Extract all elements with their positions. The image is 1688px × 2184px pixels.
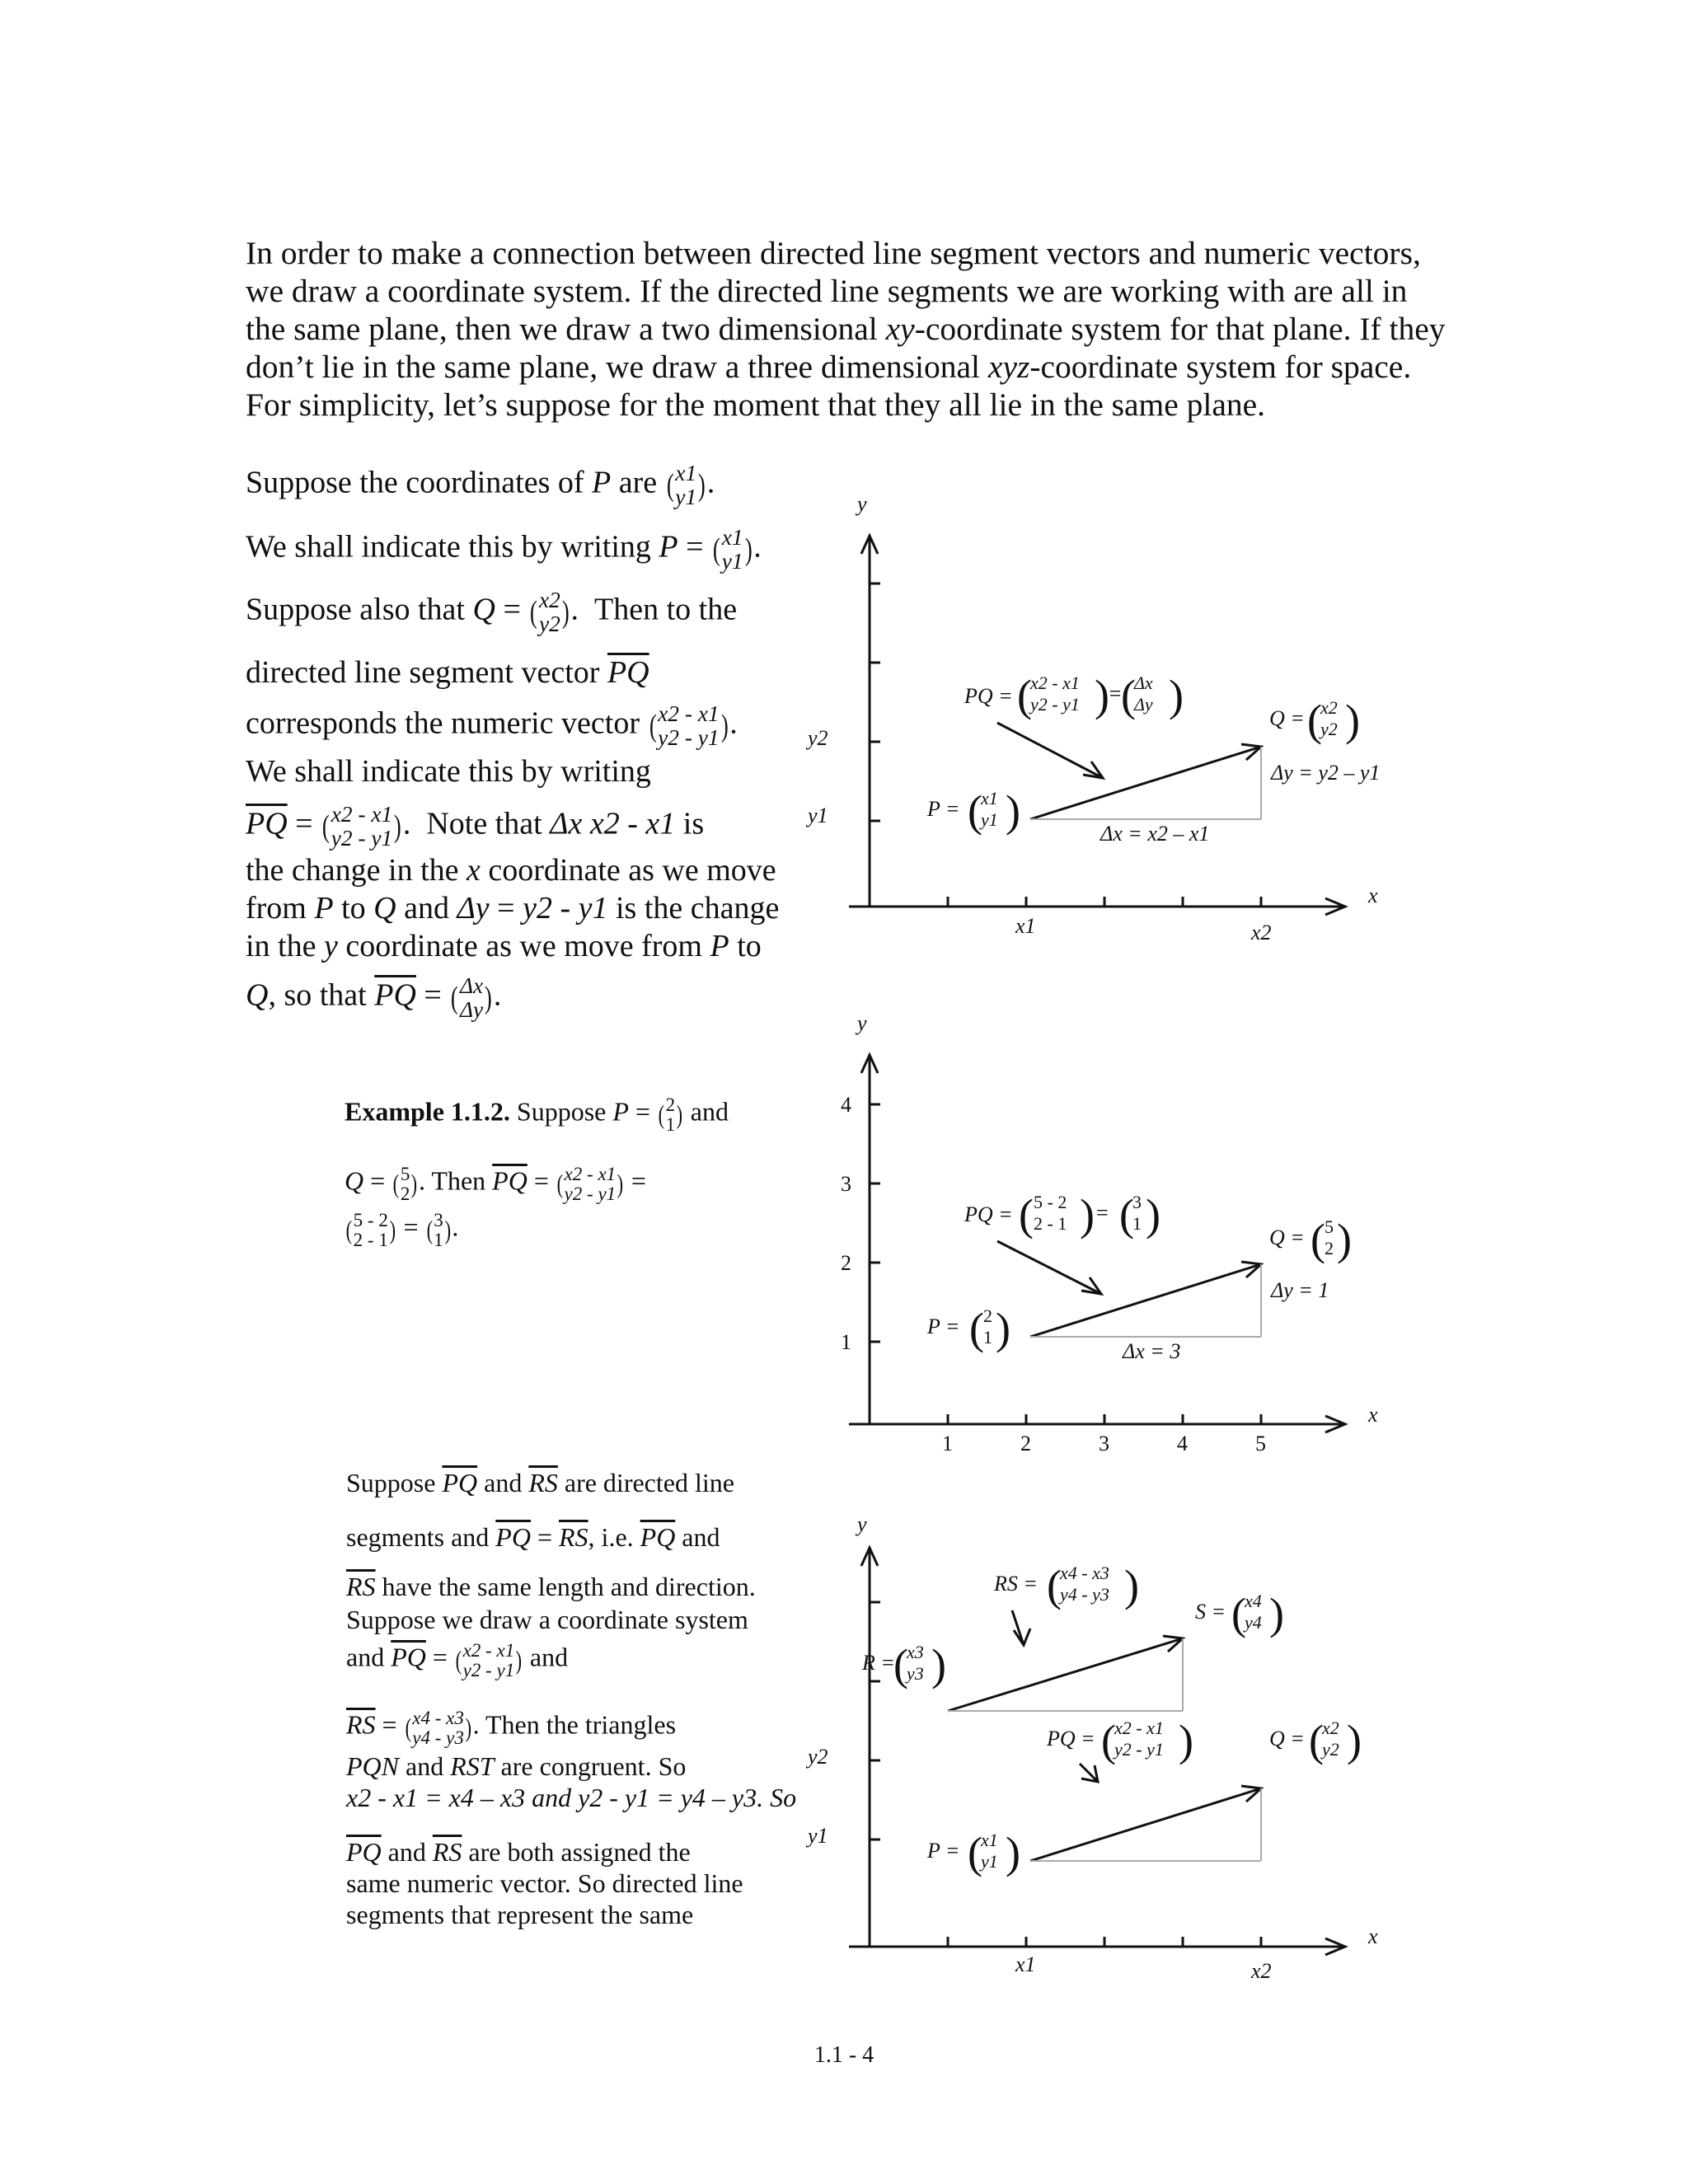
tick-y1: y1 [808, 804, 828, 827]
p-label: P = [927, 1315, 960, 1338]
equals: = [1108, 682, 1123, 705]
svg-text:): ) [1146, 1190, 1160, 1240]
matrix-parens [968, 671, 1360, 836]
dy-label: Δy = 1 [1271, 1278, 1329, 1302]
intro-text-3: -coordinate system for space. For simplicity, let’s suppose for the moment that they all lie in the same plane. [246, 349, 1412, 423]
entry: 2 [665, 1094, 676, 1115]
entry: x1 [981, 1830, 998, 1850]
text: are both assigned the [468, 1837, 691, 1867]
entry: y2 [1322, 1739, 1339, 1760]
svg-text:(: ( [1101, 1716, 1116, 1765]
x-tick-label: 4 [1177, 1432, 1188, 1455]
example-line-3: ( 5 - 2 2 - 1 ) = ( 3 1 ) . [345, 1209, 459, 1251]
text: from [246, 891, 307, 926]
svg-text:(: ( [1309, 1716, 1324, 1765]
intro-text-2: -coordinate system for that plane. If they don’t lie in the same plane, we draw a three dimensional [246, 311, 1446, 385]
text: Then to the [594, 592, 738, 627]
rs-label: RS = [994, 1572, 1038, 1596]
intro-paragraph [246, 234, 1449, 424]
entry: Δx [1134, 673, 1153, 693]
pq-vector-arrow [1030, 1788, 1261, 1861]
entry: x4 - x3 [412, 1707, 464, 1728]
entry: y4 [1245, 1612, 1262, 1633]
vector-RS: $\overline{RS}$ [346, 1709, 376, 1740]
svg-text:(: ( [893, 1640, 908, 1690]
var-Q: Q [472, 592, 495, 627]
text: We shall indicate this by writing [246, 754, 651, 789]
text: segments and [346, 1522, 490, 1552]
text: and [690, 1096, 729, 1127]
s3-line-2: segments and $\overline{PQ} = \overline{RS}$, i.e. $\overline{PQ}$ and [346, 1522, 720, 1552]
rs-vector-arrow [948, 1638, 1183, 1711]
p-label: P = [927, 1839, 960, 1863]
var-Q: Q [246, 977, 269, 1013]
vector-PQ: $\overline{PQ}$ [607, 655, 649, 690]
vector-PQ: $\overline{PQ}$ [640, 1522, 676, 1552]
vector-diff-numeric: ( 5 - 2 2 - 1 ) [345, 1209, 396, 1251]
figure-example-vector [832, 1011, 1409, 1455]
entry: x4 [1245, 1591, 1262, 1611]
entry: x2 - x1 [658, 701, 720, 726]
entry: 5 - 2 [1034, 1192, 1067, 1212]
svg-text:): ) [1006, 1828, 1020, 1877]
p-label: P = [927, 797, 960, 821]
svg-text:): ) [1095, 671, 1109, 720]
s3-line-7 [346, 1750, 824, 1782]
text: and [682, 1522, 720, 1552]
svg-text:(: ( [1307, 696, 1322, 745]
entry: y4 - y3 [1060, 1584, 1109, 1605]
section-coordinates-text [246, 462, 839, 1024]
text: Suppose the coordinates of [246, 465, 584, 500]
vector-RS: $\overline{RS}$ [559, 1522, 588, 1552]
vector-rs: ( x4 - x3 y4 - y3 ) [405, 1707, 471, 1749]
text: Then the triangles [485, 1709, 677, 1740]
vector-RS: $\overline{RS}$ [346, 1572, 376, 1601]
entry: 3 [434, 1209, 443, 1230]
text: We shall indicate this by writing [246, 529, 651, 565]
text: have the same length and direction. [382, 1572, 756, 1601]
vector-delta: ( Δx Δy ) [451, 973, 492, 1022]
line-10 [246, 928, 839, 974]
r-label: R = [862, 1651, 895, 1675]
text: and [387, 1837, 426, 1867]
page-number: 1.1 - 4 [814, 2042, 874, 2068]
matrix-parens [969, 1190, 1352, 1353]
tick-x1: x1 [1015, 914, 1036, 938]
delta-x: Δx [550, 806, 583, 841]
text: same numeric vector. So directed line [346, 1868, 743, 1898]
section-equal-vectors-text [346, 1467, 824, 1930]
svg-text:(: ( [1017, 671, 1032, 720]
pq-label: PQ = [964, 684, 1013, 708]
y-axis-label: y [857, 1512, 867, 1536]
text: and [529, 1642, 569, 1672]
intro-xy: xy [885, 311, 915, 347]
entry: 2 [1325, 1238, 1334, 1258]
text: Note that [426, 806, 542, 841]
text: and [484, 1468, 523, 1497]
s3-line-4 [346, 1604, 824, 1640]
entry: 5 [1325, 1216, 1334, 1237]
svg-text:): ) [1169, 671, 1184, 720]
entry: 1 [983, 1327, 992, 1347]
entry: y2 - y1 [1030, 694, 1080, 715]
text: the change in the [246, 853, 459, 888]
s-label: S = [1195, 1600, 1226, 1624]
text: x2 - x1 = x4 – x3 and y2 - y1 = y4 – y3. So [346, 1783, 797, 1812]
q-label: Q = [1269, 706, 1305, 730]
example-line-1: Example 1.1.2. Suppose P = ( 2 1 ) and [345, 1094, 729, 1136]
var-P: P [659, 529, 678, 565]
text: directed line segment vector [246, 655, 600, 690]
tick-y2: y2 [808, 1745, 828, 1769]
svg-text:): ) [1337, 1215, 1352, 1264]
x-tick-label: 2 [1020, 1432, 1031, 1455]
vector-result: ( 3 1 ) [426, 1209, 451, 1251]
entry: x3 [907, 1642, 924, 1662]
svg-text:): ) [1006, 786, 1020, 836]
entry: y2 - y1 [658, 724, 720, 750]
var-Q: Q [373, 891, 396, 926]
vector-PQ: $\overline{PQ}$ [346, 1837, 382, 1867]
vector-x2-y2: ( x2 y2 ) [530, 588, 570, 636]
text: corresponds the numeric vector [246, 705, 640, 741]
y-tick-label: 4 [841, 1093, 851, 1117]
s3-line-6: $\overline{RS}$ = ( x4 - x3 y4 - y3 ) . Then the triangles [346, 1707, 677, 1749]
triangle-PQN: PQN [346, 1751, 399, 1781]
text: Suppose [346, 1468, 436, 1497]
equals: = [1096, 1201, 1109, 1225]
line-8 [246, 852, 839, 890]
text: so that [284, 977, 367, 1013]
text: y2 - y1 [523, 891, 608, 926]
var-P: P [612, 1096, 629, 1127]
tick-y2: y2 [808, 726, 828, 750]
entry: 3 [1132, 1192, 1142, 1212]
svg-text:): ) [1179, 1716, 1193, 1765]
entry: x4 - x3 [1060, 1563, 1109, 1583]
var-y: y [323, 929, 338, 963]
line-6 [246, 753, 839, 803]
text: x2 - x1 [589, 806, 676, 841]
text: and [404, 891, 449, 926]
vector-PQ: $\overline{PQ}$ [492, 1165, 528, 1196]
entry: 1 [434, 1229, 443, 1251]
entry: Δx [459, 973, 484, 998]
y-tick-label: 3 [841, 1172, 851, 1196]
vector-PQ: $\overline{PQ}$ [442, 1468, 478, 1497]
entry: y2 - y1 [1114, 1739, 1164, 1760]
entry: y1 [675, 484, 697, 509]
s3-line-9 [346, 1836, 824, 1868]
line-9: from P to Q and Δy = y2 - y1 is the change [246, 891, 780, 926]
tick-x2: x2 [1251, 1959, 1272, 1983]
pointer-arrow [997, 1241, 1101, 1294]
entry: 2 - 1 [1034, 1213, 1067, 1234]
x-axis-label: x [1368, 1403, 1378, 1427]
entry: y1 [981, 809, 998, 830]
svg-text:(: ( [968, 1828, 982, 1877]
text: in the [246, 929, 316, 963]
entry: x2 - x1 [331, 802, 393, 827]
var-Q: Q [345, 1165, 364, 1196]
vector-PQ: $\overline{PQ}$ [495, 1522, 531, 1552]
vector-diff: ( x2 - x1 y2 - y1 ) [321, 802, 401, 851]
vector-PQ: $\overline{PQ}$ [374, 977, 416, 1013]
text: segments that represent the same [346, 1900, 694, 1929]
var-P: P [710, 929, 729, 963]
line-7: $\overline{PQ}$ = ( x2 - x1 y2 - y1 ) . Note that Δx x2 - x1 is [246, 802, 705, 851]
svg-text:): ) [1269, 1589, 1284, 1638]
text: , i.e. [588, 1522, 634, 1552]
tick-x2: x2 [1251, 921, 1272, 944]
entry: x2 [1320, 697, 1338, 718]
vector-RS: $\overline{RS}$ [528, 1468, 558, 1497]
y-axis-label: y [857, 492, 867, 516]
svg-text:): ) [931, 1640, 946, 1690]
entry: x2 - x1 [1030, 673, 1080, 693]
delta-y: Δy [457, 891, 490, 926]
vector-x1-y1: ( x1 y1 ) [712, 525, 753, 574]
text: Then [431, 1165, 486, 1196]
figure-general-vector [808, 492, 1409, 956]
triangle-RST: RST [450, 1751, 495, 1781]
x-tick-label: 1 [942, 1432, 953, 1455]
entry: 1 [665, 1113, 676, 1136]
text: and [406, 1751, 444, 1781]
line-1: Suppose the coordinates of P are ( x1 y1 ) . [246, 461, 715, 509]
svg-text:): ) [1124, 1561, 1139, 1610]
svg-text:(: ( [1231, 1589, 1246, 1638]
text: to [341, 891, 366, 926]
example-line-2: Q = ( 5 2 ) . Then $\overline{PQ}$ = ( x2 - x1 y2 - y1 ) = [345, 1163, 646, 1205]
svg-text:(: ( [1121, 671, 1136, 720]
entry: 1 [1132, 1213, 1142, 1234]
example-title: Example 1.1.2. [345, 1096, 510, 1127]
vector-RS: $\overline{RS}$ [432, 1837, 462, 1867]
dx-label: Δx = x2 – x1 [1100, 822, 1210, 846]
entry: x2 - x1 [564, 1163, 617, 1184]
s3-line-1 [346, 1467, 824, 1521]
entry: x2 - x1 [462, 1639, 515, 1661]
entry: y2 - y1 [462, 1659, 515, 1681]
vector-diff: ( x2 - x1 y2 - y1 ) [649, 701, 729, 750]
text: Suppose we draw a coordinate system [346, 1605, 748, 1634]
entry: x2 - x1 [1114, 1718, 1164, 1738]
entry: y2 [539, 611, 560, 636]
x-axis-label: x [1368, 1924, 1378, 1948]
x-axis-label: x [1368, 883, 1378, 907]
text: Suppose [516, 1096, 607, 1127]
text: to [737, 929, 762, 963]
entry: x2 [1322, 1718, 1339, 1738]
svg-text:): ) [1347, 1716, 1362, 1765]
text: coordinate as we move [488, 853, 776, 888]
x-tick-label: 3 [1099, 1432, 1109, 1455]
entry: y2 [1320, 719, 1338, 739]
s3-line-3 [346, 1571, 824, 1604]
vector-PQ: $\overline{PQ}$ [246, 806, 288, 841]
entry: y2 - y1 [564, 1183, 617, 1205]
tick-y1: y1 [808, 1824, 828, 1848]
entry: Δy [1134, 694, 1153, 715]
entry: x2 [539, 588, 560, 612]
entry: 2 - 1 [353, 1229, 388, 1251]
q-label: Q = [1269, 1226, 1305, 1249]
var-x: x [467, 853, 481, 888]
vector-p: ( 2 1 ) [658, 1094, 683, 1136]
entry: 5 [400, 1163, 410, 1184]
pointer-arrow [997, 723, 1103, 778]
svg-text:): ) [1345, 696, 1360, 745]
rs-pointer-arrow [1012, 1610, 1024, 1645]
vector-pq: ( x2 - x1 y2 - y1 ) [455, 1639, 523, 1681]
text: Suppose also that [246, 592, 465, 627]
svg-text:(: ( [969, 1304, 984, 1353]
svg-text:(: ( [1119, 1190, 1134, 1240]
entry: 2 [983, 1305, 992, 1326]
entry: 2 [400, 1183, 410, 1205]
intro-xyz: xyz [987, 349, 1030, 385]
text: coordinate as we move from [345, 929, 702, 963]
figure-equal-vectors [808, 1512, 1409, 1983]
svg-text:(: ( [1311, 1215, 1325, 1264]
tick-x1: x1 [1015, 1952, 1036, 1976]
text: are directed line [564, 1468, 734, 1497]
vector-PQ: $\overline{PQ}$ [391, 1642, 426, 1672]
s3-line-8 [346, 1782, 824, 1836]
entry: y4 - y3 [412, 1727, 464, 1749]
line-4 [246, 654, 839, 702]
y-tick-label: 1 [841, 1330, 851, 1354]
dy-label: Δy = y2 – y1 [1271, 761, 1381, 785]
y-tick-label: 2 [841, 1251, 851, 1275]
pq-label: PQ = [964, 1202, 1013, 1226]
line-5: corresponds the numeric vector ( x2 - x1 y2 - y1 ) . [246, 701, 738, 750]
vector-x1-y1: ( x1 y1 ) [666, 461, 706, 509]
entry: Δy [459, 996, 484, 1022]
s3-line-11 [346, 1899, 824, 1930]
y-axis-label: y [857, 1011, 867, 1035]
text: and [346, 1642, 385, 1672]
line-11: Q, so that $\overline{PQ}$ = ( Δx Δy ) . [246, 973, 502, 1022]
s3-line-10 [346, 1868, 824, 1899]
entry: x1 [675, 461, 697, 485]
vector-q: ( 5 2 ) [392, 1163, 418, 1205]
entry: 5 - 2 [353, 1209, 388, 1230]
x-tick-label: 5 [1255, 1432, 1266, 1455]
entry: y2 - y1 [331, 825, 393, 851]
entry: x1 [981, 788, 998, 808]
entry: y1 [721, 548, 743, 574]
line-2: We shall indicate this by writing P = ( x1 y1 ) . [246, 525, 762, 574]
text: are congruent. So [500, 1751, 687, 1781]
pq-label: PQ = [1047, 1727, 1095, 1750]
text: are [618, 465, 658, 500]
vector-diff: ( x2 - x1 y2 - y1 ) [556, 1163, 624, 1205]
svg-text:(: ( [1047, 1561, 1062, 1610]
line-3: Suppose also that Q = ( x2 y2 ) . Then to the [246, 588, 738, 636]
example-1-1-2 [345, 1094, 806, 1259]
q-label: Q = [1269, 1727, 1305, 1750]
dx-label: Δx = 3 [1123, 1339, 1181, 1363]
s3-line-5: and $\overline{PQ}$ = ( x2 - x1 y2 - y1 ) and [346, 1639, 569, 1681]
entry: x1 [721, 525, 743, 550]
svg-text:(: ( [968, 786, 982, 836]
svg-text:): ) [1080, 1190, 1095, 1240]
var-P: P [592, 465, 612, 500]
entry: y1 [981, 1851, 998, 1872]
text: is the change [615, 891, 780, 926]
svg-text:(: ( [1019, 1190, 1034, 1240]
var-P: P [314, 891, 334, 926]
intro-text-1: In order to make a connection between directed line segment vectors and numeric vectors, we draw a coordinate system. If the directed line segments we are working with are all in the same plane, then we draw a two dimensional [246, 235, 1421, 347]
svg-text:): ) [996, 1304, 1010, 1353]
entry: y3 [907, 1663, 924, 1684]
